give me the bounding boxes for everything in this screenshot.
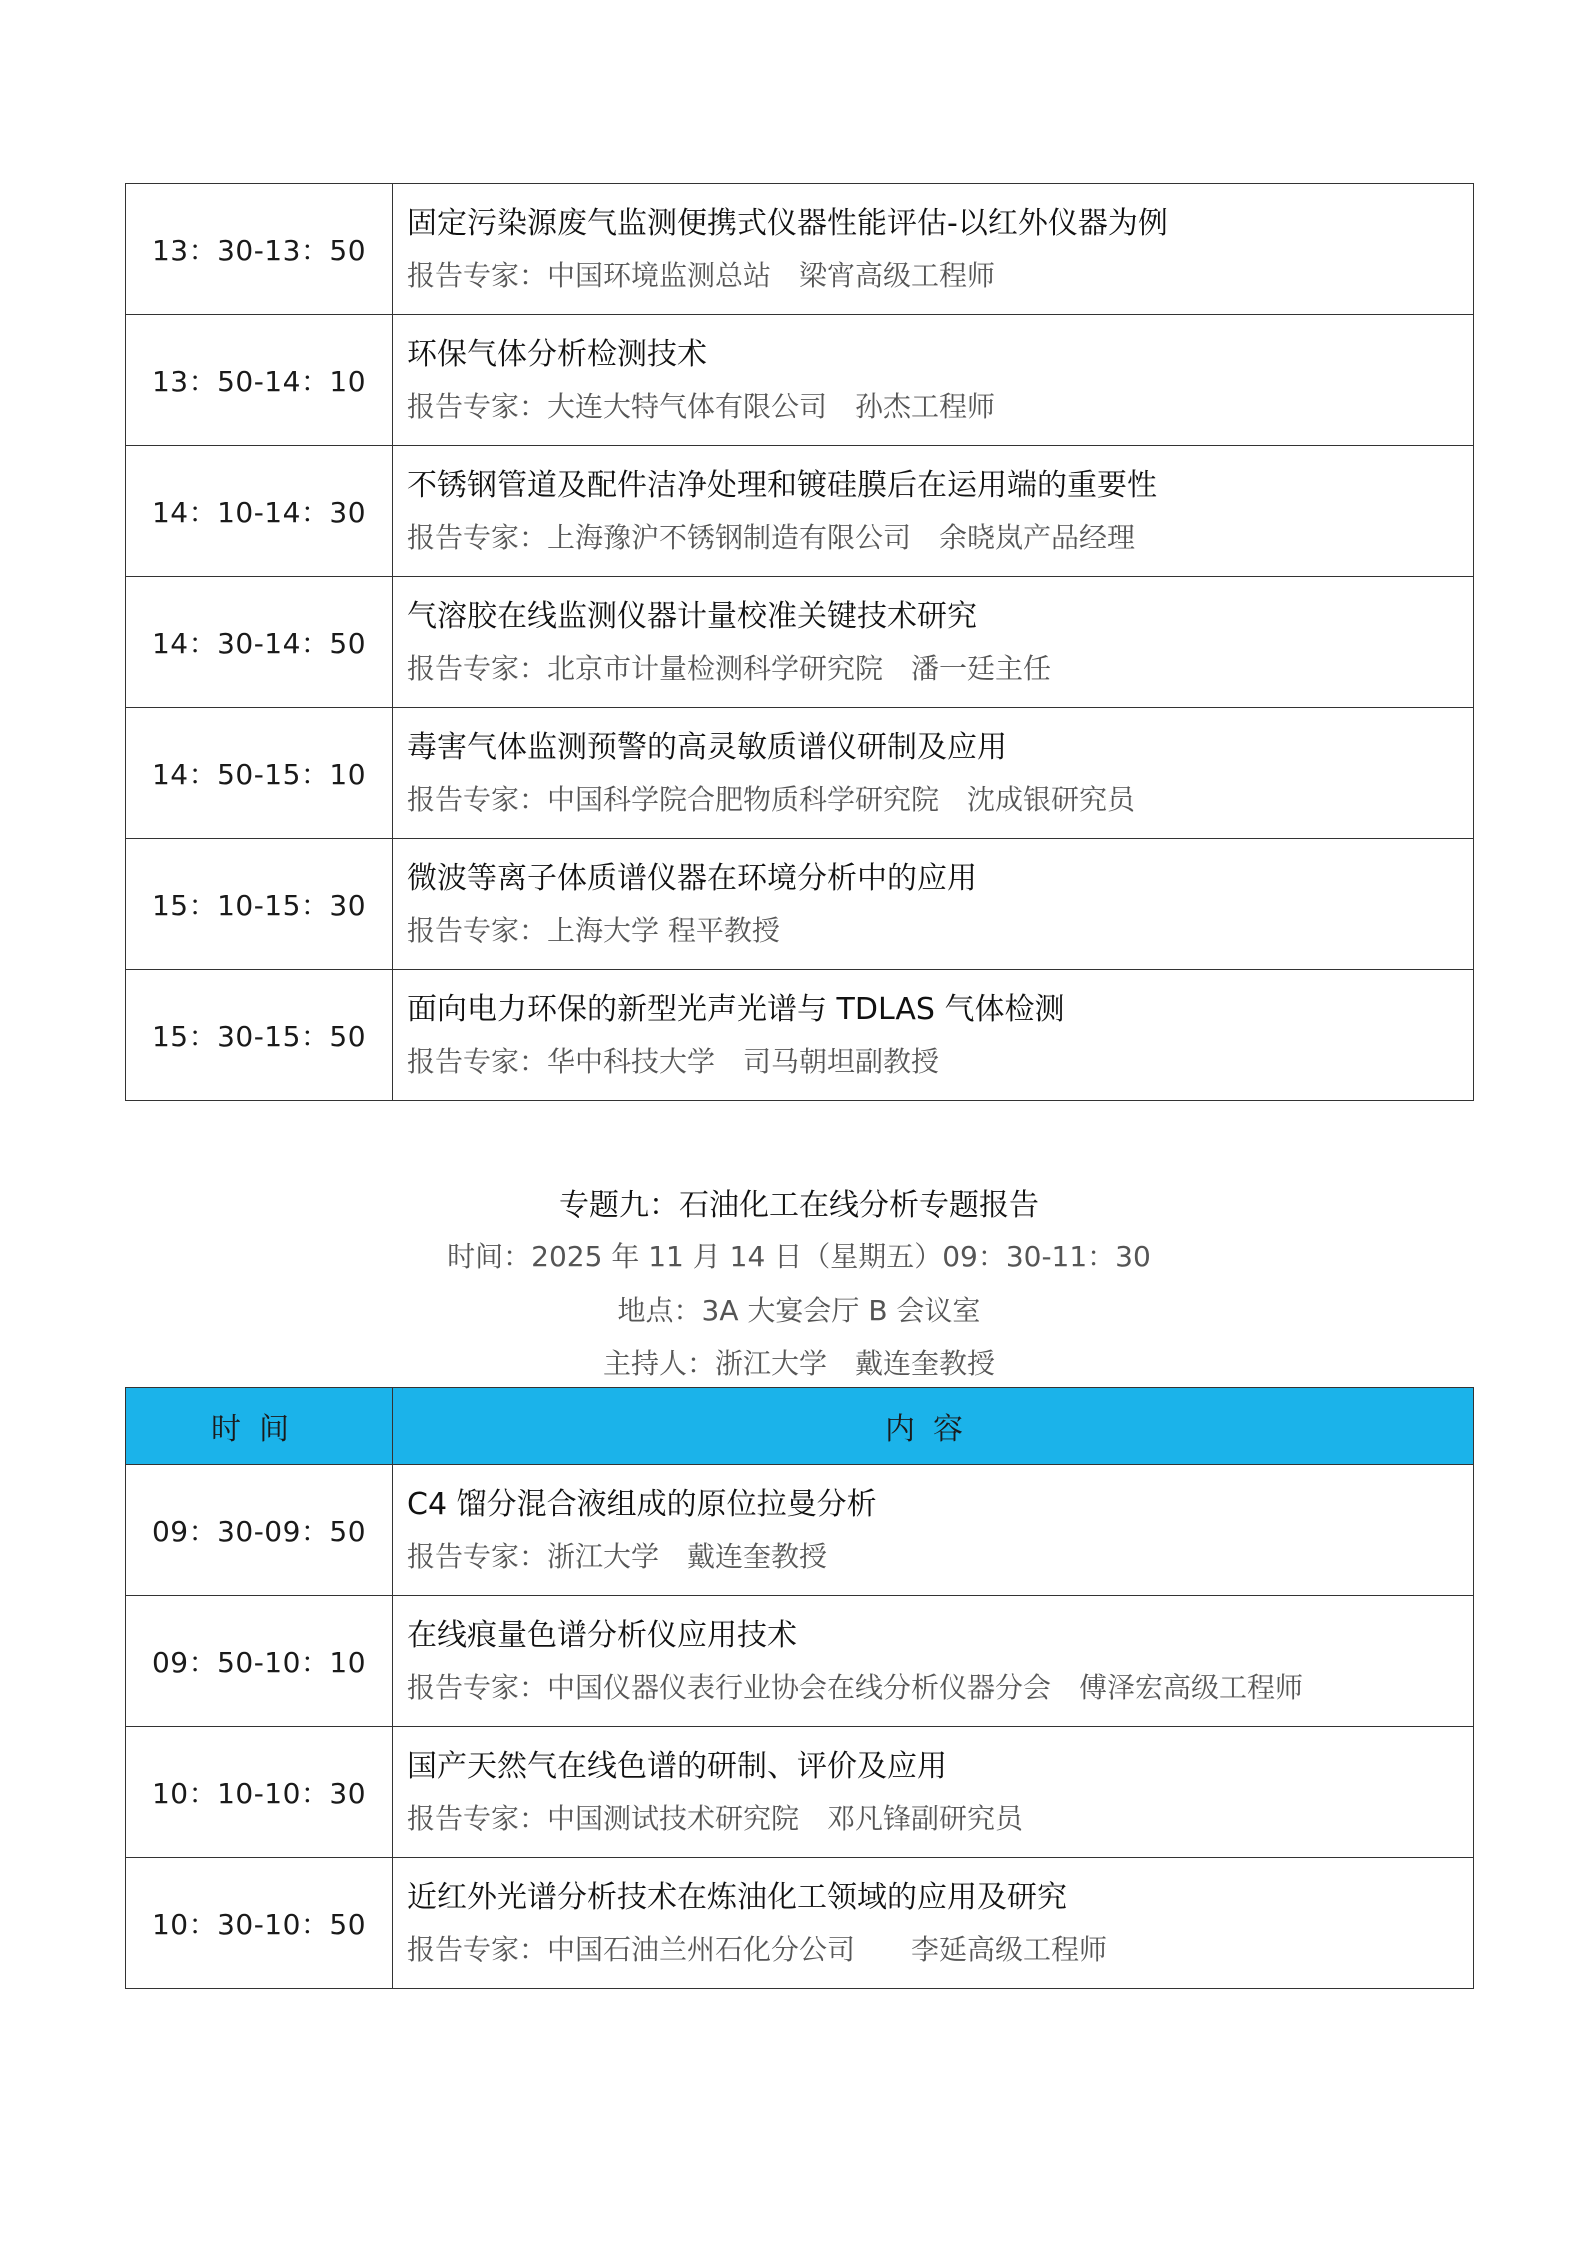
table-row [126, 1727, 1474, 1858]
time-slot: 10：30-10：50 [126, 1858, 393, 1989]
talk-speaker: 报告专家：北京市计量检测科学研究院 潘一廷主任 [407, 652, 1052, 685]
talk-title: 微波等离子体质谱仪器在环境分析中的应用 [407, 861, 977, 896]
table-header-row [126, 1388, 1474, 1465]
talk-speaker: 报告专家：中国环境监测总站 梁宵高级工程师 [407, 259, 996, 292]
session-title: 专题九：石油化工在线分析专题报告 [559, 1188, 1039, 1223]
time-slot: 13：30-13：50 [126, 184, 393, 315]
talk-cell [393, 1465, 1474, 1596]
time-slot: 10：10-10：30 [126, 1727, 393, 1858]
table-row [126, 1858, 1474, 1989]
talk-cell [393, 1596, 1474, 1727]
time-slot: 14：50-15：10 [126, 708, 393, 839]
time-slot: 15：30-15：50 [126, 970, 393, 1101]
talk-title: 面向电力环保的新型光声光谱与 TDLAS 气体检测 [407, 992, 1065, 1027]
talk-speaker: 报告专家：上海大学 程平教授 [407, 914, 780, 947]
talk-speaker: 报告专家：中国石油兰州石化分公司 李延高级工程师 [407, 1933, 1108, 1966]
schedule-table-bottom [125, 1387, 1474, 1989]
session-location: 地点：3A 大宴会厅 B 会议室 [617, 1294, 981, 1327]
talk-speaker: 报告专家：华中科技大学 司马朝坦副教授 [407, 1045, 940, 1078]
time-slot: 09：50-10：10 [126, 1596, 393, 1727]
talk-speaker: 报告专家：中国测试技术研究院 邓凡锋副研究员 [407, 1802, 1024, 1835]
talk-title: 环保气体分析检测技术 [407, 337, 707, 372]
talk-title: 毒害气体监测预警的高灵敏质谱仪研制及应用 [407, 730, 1007, 765]
time-slot: 09：30-09：50 [126, 1465, 393, 1596]
time-slot: 13：50-14：10 [126, 315, 393, 446]
table-row [126, 1596, 1474, 1727]
talk-speaker: 报告专家：中国科学院合肥物质科学研究院 沈成银研究员 [407, 783, 1136, 816]
talk-title: C4 馏分混合液组成的原位拉曼分析 [407, 1487, 877, 1522]
session-time: 时间：2025 年 11 月 14 日（星期五）09：30-11：30 [447, 1240, 1151, 1273]
talk-title: 不锈钢管道及配件洁净处理和镀硅膜后在运用端的重要性 [407, 468, 1157, 503]
column-header-time: 时间 [126, 1388, 393, 1465]
talk-cell [393, 1858, 1474, 1989]
talk-speaker: 报告专家：浙江大学 戴连奎教授 [407, 1540, 828, 1573]
time-slot: 15：10-15：30 [126, 839, 393, 970]
session-host: 主持人：浙江大学 戴连奎教授 [602, 1347, 995, 1380]
talk-cell [393, 1727, 1474, 1858]
talk-speaker: 报告专家：大连大特气体有限公司 孙杰工程师 [407, 390, 996, 423]
talk-title: 近红外光谱分析技术在炼油化工领域的应用及研究 [407, 1880, 1067, 1915]
talk-title: 气溶胶在线监测仪器计量校准关键技术研究 [407, 599, 977, 634]
talk-title: 在线痕量色谱分析仪应用技术 [407, 1618, 797, 1653]
talk-speaker: 报告专家：上海豫沪不锈钢制造有限公司 余晓岚产品经理 [407, 521, 1136, 554]
table-row [126, 1465, 1474, 1596]
talk-speaker: 报告专家：中国仪器仪表行业协会在线分析仪器分会 傅泽宏高级工程师 [407, 1671, 1304, 1704]
talk-title: 国产天然气在线色谱的研制、评价及应用 [407, 1749, 947, 1784]
time-slot: 14：10-14：30 [126, 446, 393, 577]
talk-title: 固定污染源废气监测便携式仪器性能评估-以红外仪器为例 [407, 206, 1168, 241]
time-slot: 14：30-14：50 [126, 577, 393, 708]
column-header-content: 内容 [393, 1388, 1474, 1465]
